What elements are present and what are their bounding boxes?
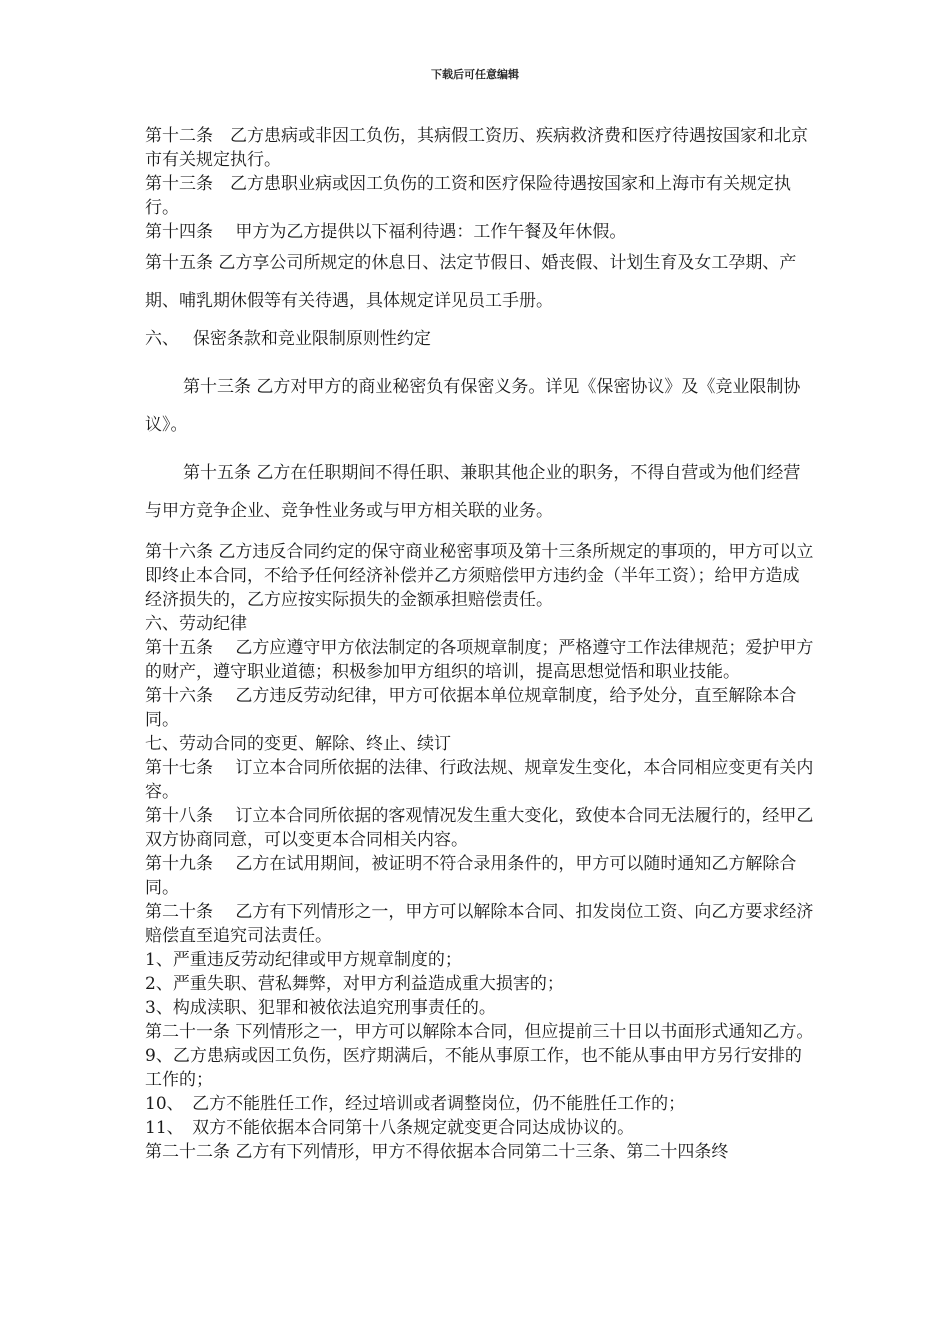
clause-confidentiality-duty: 第十三条 乙方对甲方的商业秘密负有保密义务。详见《保密协议》及《竞业限制协议》。 [145,377,801,435]
clause-17: 第十七条 订立本合同所依据的法律、行政法规、规章发生变化，本合同相应变更有关内容。 [145,758,814,802]
page-header: 下载后可任意编辑 [431,68,519,81]
list-item: 10、 乙方不能胜任工作，经过培训或者调整岗位，仍不能胜任工作的； [145,1094,686,1114]
section-heading-discipline: 六、劳动纪律 [145,614,247,634]
list-item: 3、构成渎职、犯罪和被依法追究刑事责任的。 [145,998,496,1018]
clause-18: 第十八条 订立本合同所依据的客观情况发生重大变化，致使本合同无法履行的，经甲乙双方协商同意，可以变更本合同相关内容。 [145,806,814,850]
clause-15: 第十五条 乙方享公司所规定的休息日、法定节假日、婚丧假、计划生育及女工孕期、产期、哺乳期休假等有关待遇，具体规定详见员工手册。 [145,253,797,311]
clause-discipline-violation: 第十六条 乙方违反劳动纪律，甲方可依据本单位规章制度，给予处分，直至解除本合同。 [145,686,797,730]
list-item: 11、 双方不能依据本合同第十八条规定就变更合同达成协议的。 [145,1118,635,1138]
clause-14: 第十四条 甲方为乙方提供以下福利待遇：工作午餐及年休假。 [145,222,627,242]
list-item: 9、乙方患病或因工负伤，医疗期满后，不能从事原工作，也不能从事由甲方另行安排的工作的； [145,1046,802,1090]
section-heading-contract-changes: 七、劳动合同的变更、解除、终止、续订 [145,734,451,754]
clause-19: 第十九条 乙方在试用期间，被证明不符合录用条件的，甲方可以随时通知乙方解除合同。 [145,854,797,898]
clause-21: 第二十一条 下列情形之一，甲方可以解除本合同，但应提前三十日以书面形式通知乙方。 [145,1022,814,1042]
clause-breach-penalty: 第十六条 乙方违反合同约定的保守商业秘密事项及第十三条所规定的事项的，甲方可以立即终止本合同，不给予任何经济补偿并乙方须赔偿甲方违约金（半年工资）；给甲方造成经济损失的，乙方应按实际损失的金额承担赔偿责任。 [145,542,814,610]
clause-non-compete: 第十五条 乙方在任职期间不得任职、兼职其他企业的职务，不得自营或为他们经营与甲方竞争企业、竞争性业务或与甲方相关联的业务。 [145,463,801,521]
clause-22: 第二十二条 乙方有下列情形，甲方不得依据本合同第二十三条、第二十四条终 [145,1142,729,1162]
list-item: 2、严重失职、营私舞弊，对甲方利益造成重大损害的； [145,974,564,994]
clause-12: 第十二条 乙方患病或非因工负伤，其病假工资历、疾病救济费和医疗待遇按国家和北京市有关规定执行。 [145,126,808,170]
list-item: 1、严重违反劳动纪律或甲方规章制度的； [145,950,462,970]
section-heading-confidentiality: 六、 保密条款和竞业限制原则性约定 [145,329,431,349]
clause-20: 第二十条 乙方有下列情形之一，甲方可以解除本合同、扣发岗位工资、向乙方要求经济赔偿直至追究司法责任。 [145,902,814,946]
document-body [145,124,815,1164]
clause-13: 第十三条 乙方患职业病或因工负伤的工资和医疗保险待遇按国家和上海市有关规定执行。 [145,174,791,218]
clause-discipline-rules: 第十五条 乙方应遵守甲方依法制定的各项规章制度；严格遵守工作法律规范；爱护甲方的财产，遵守职业道德；积极参加甲方组织的培训，提高思想觉悟和职业技能。 [145,638,814,682]
